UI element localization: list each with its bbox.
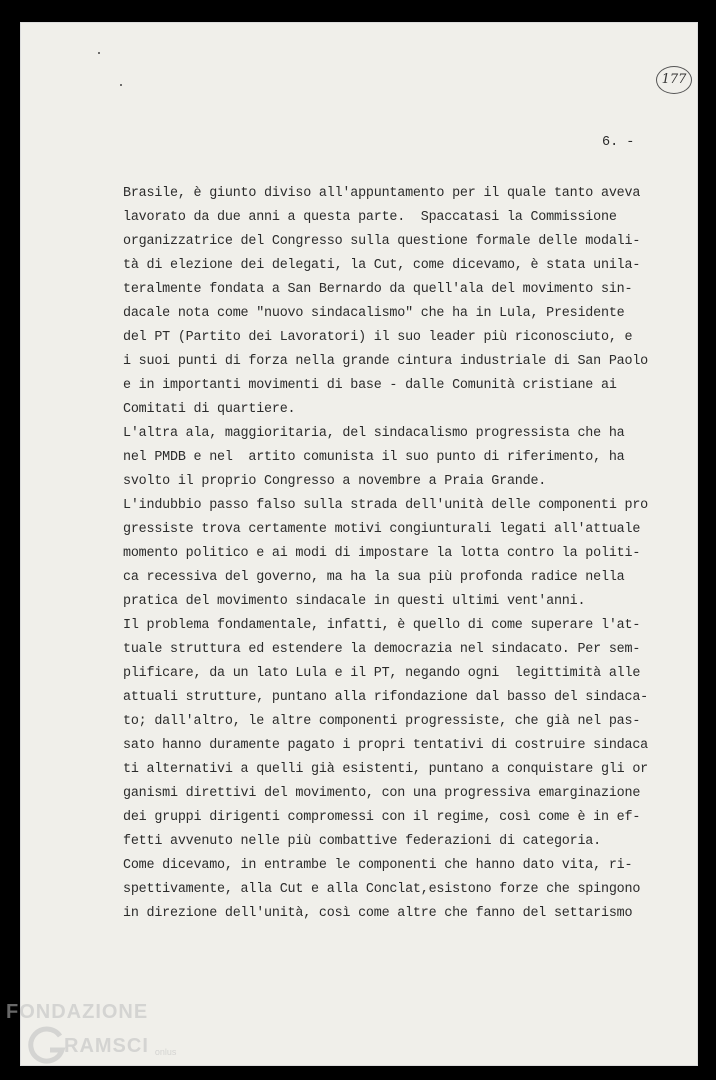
text-line: fetti avvenuto nelle più combattive federazioni di categoria. bbox=[123, 834, 601, 849]
gramsci-g-logo-icon bbox=[28, 1026, 68, 1066]
text-line: nel PMDB e nel artito comunista il suo punto di riferimento, ha bbox=[123, 450, 625, 465]
watermark-line1: FONDAZIONE bbox=[6, 1001, 149, 1023]
text-line: to; dall'altro, le altre componenti progressiste, che già nel pas- bbox=[123, 714, 641, 729]
text-line: ti alternativi a quelli già esistenti, puntano a conquistare gli or bbox=[123, 762, 648, 777]
text-line: ganismi direttivi del movimento, con una progressiva emarginazione bbox=[123, 786, 641, 801]
text-line: sato hanno duramente pagato i propri tentativi di costruire sindaca bbox=[123, 738, 648, 753]
text-line: lavorato da due anni a questa parte. Spaccatasi la Commissione bbox=[123, 210, 617, 225]
text-line: tà di elezione dei delegati, la Cut, come dicevamo, è stata unila- bbox=[123, 258, 641, 273]
watermark-line2: RAMSCI bbox=[64, 1034, 149, 1057]
text-line: svolto il proprio Congresso a novembre a Praia Grande. bbox=[123, 474, 547, 489]
paper-speck bbox=[98, 52, 100, 54]
text-line: dacale nota come "nuovo sindacalismo" che ha in Lula, Presidente bbox=[123, 306, 625, 321]
fondazione-gramsci-watermark bbox=[6, 1000, 176, 1066]
text-line: tuale struttura ed estendere la democrazia nel sindacato. Per sem- bbox=[123, 642, 641, 657]
text-line: del PT (Partito dei Lavoratori) il suo leader più riconosciuto, e bbox=[123, 330, 633, 345]
text-line: plificare, da un lato Lula e il PT, negando ogni legittimità alle bbox=[123, 666, 641, 681]
text-line: in direzione dell'unità, così come altre che fanno del settarismo bbox=[123, 906, 633, 921]
paper-speck bbox=[120, 84, 122, 86]
document-page bbox=[20, 22, 698, 1066]
text-line: ca recessiva del governo, ma ha la sua più profonda radice nella bbox=[123, 570, 625, 585]
text-line: spettivamente, alla Cut e alla Conclat,esistono forze che spingono bbox=[123, 882, 641, 897]
text-line: gressiste trova certamente motivi congiunturali legati all'attuale bbox=[123, 522, 641, 537]
text-line: teralmente fondata a San Bernardo da quell'ala del movimento sin- bbox=[123, 282, 633, 297]
text-line: organizzatrice del Congresso sulla questione formale delle modali- bbox=[123, 234, 641, 249]
text-line: L'altra ala, maggioritaria, del sindacalismo progressista che ha bbox=[123, 426, 625, 441]
text-line: dei gruppi dirigenti compromessi con il regime, così come è in ef- bbox=[123, 810, 641, 825]
page-number: 6. - bbox=[602, 135, 635, 150]
text-line: attuali strutture, puntano alla rifondazione dal basso del sindaca- bbox=[123, 690, 648, 705]
text-line: Come dicevamo, in entrambe le componenti che hanno dato vita, ri- bbox=[123, 858, 633, 873]
body-text bbox=[123, 182, 668, 926]
text-line: e in importanti movimenti di base - dalle Comunità cristiane ai bbox=[123, 378, 617, 393]
text-line: pratica del movimento sindacale in questi ultimi vent'anni. bbox=[123, 594, 586, 609]
text-line: Brasile, è giunto diviso all'appuntamento per il quale tanto aveva bbox=[123, 186, 641, 201]
text-line: L'indubbio passo falso sulla strada dell'unità delle componenti pro bbox=[123, 498, 648, 513]
text-line: momento politico e ai modi di impostare la lotta contro la politi- bbox=[123, 546, 641, 561]
text-line: Comitati di quartiere. bbox=[123, 402, 296, 417]
text-line: Il problema fondamentale, infatti, è quello di come superare l'at- bbox=[123, 618, 641, 633]
archive-number-stamp: 177 bbox=[656, 66, 692, 94]
text-line: i suoi punti di forza nella grande cintura industriale di San Paolo bbox=[123, 354, 648, 369]
watermark-suffix: onlus bbox=[154, 1047, 177, 1057]
